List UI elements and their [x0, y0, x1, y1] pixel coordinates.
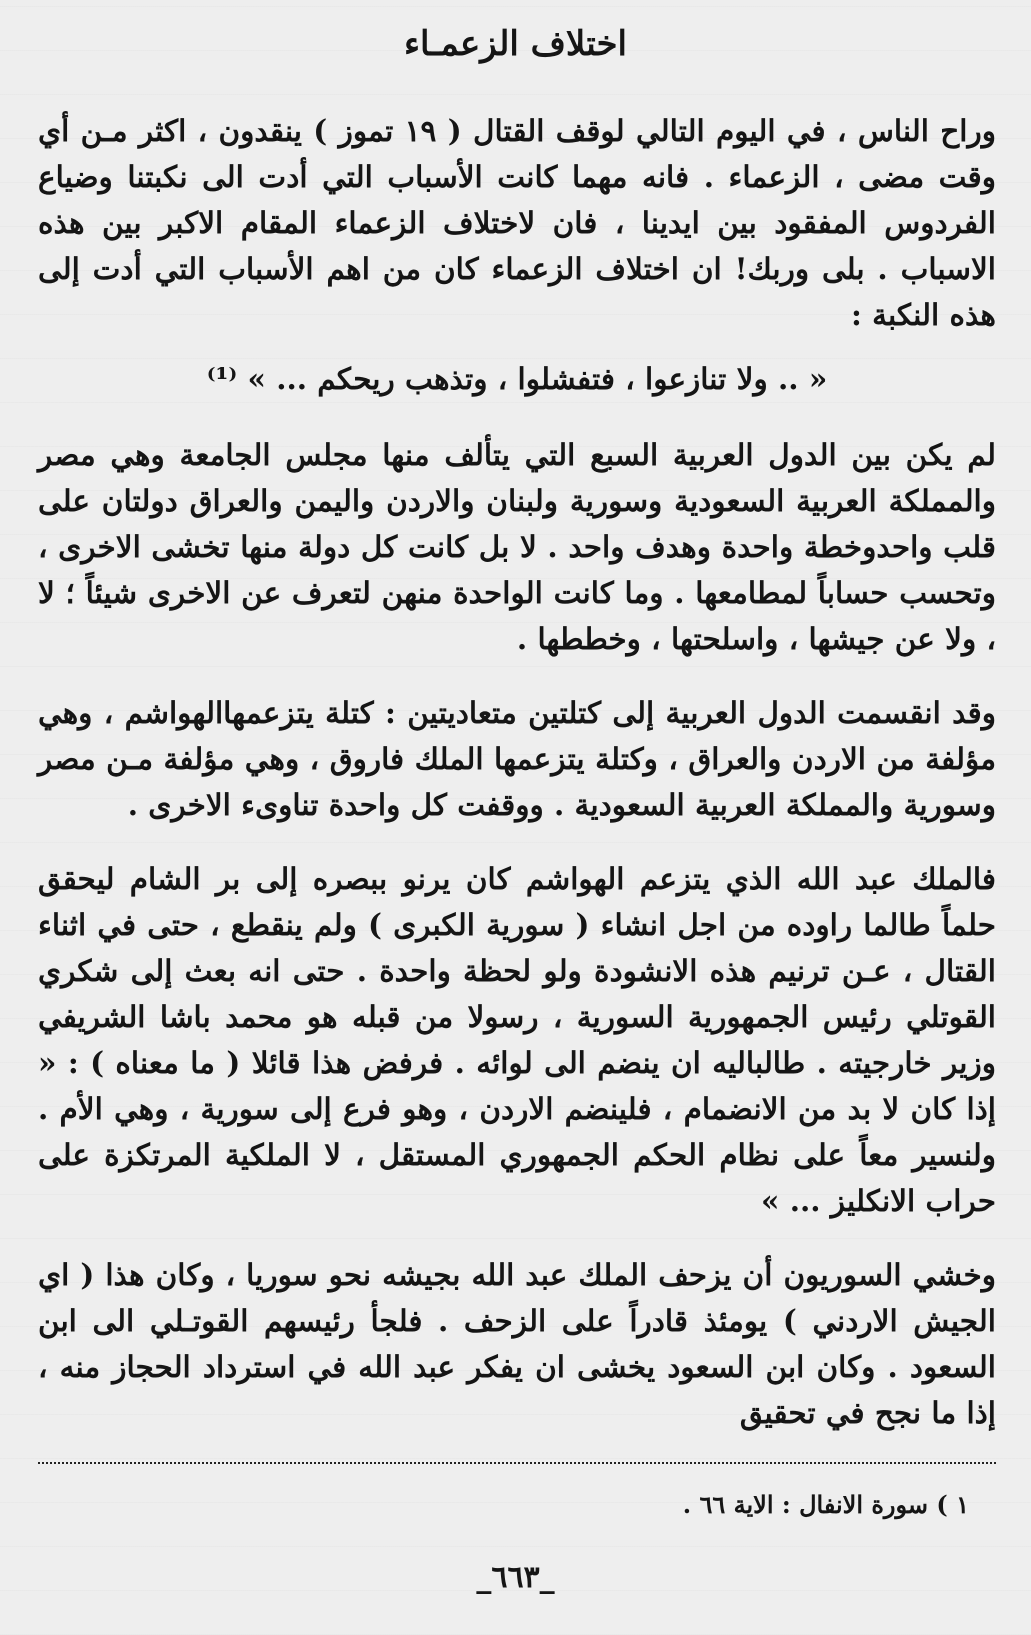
paragraph-two-blocs: وقد انقسمت الدول العربية إلى كتلتين متعاديتين : كتلة يتزعمهاالهواشم ، وهي مؤلفة من الاردن والعراق ، وكتلة يتزعمها الملك فاروق ، وهي مؤلفة مـن مصر وسورية والمملكة العربية السعودية . ووقفت كل واحدة تناوىء الاخرى . [38, 695, 996, 822]
paragraph-syrians-fear: وخشي السوريون أن يزحف الملك عبد الله بجيشه نحو سوريا ، وكان هذا ( اي الجيش الاردني ) يومئذ قادراً على الزحف . فلجأ رئيسهم القوتـلي الى ابن السعود . وكان ابن السعود يخشى ان يفكر عبد الله في استرداد الحجاز منه ، إذا ما نجح في تحقيق [38, 1257, 996, 1430]
paragraph-arab-states: لم يكن بين الدول العربية السبع التي يتألف منها مجلس الجامعة وهي مصر والمملكة العربية السعودية وسورية ولبنان والاردن واليمن والعراق دولتان على قلب واحدوخطة واحدة وهدف واحد . لا بل كانت كل دولة منها تخشى الاخرى ، وتحسب حساباً لمطامعها . وما كانت الواحدة منهن لتعرف عن الاخرى شيئاً ؛ لا ، ولا عن جيشها ، واسلحتها ، وخططها . [38, 437, 996, 656]
page-number: _٦٦٣_ [476, 1560, 555, 1595]
chapter-heading: اختلاف الزعمـاء [404, 24, 627, 64]
footnote: ١ ) سورة الانفال : الاية ٦٦ . [682, 1490, 969, 1519]
footnote-divider [38, 1462, 996, 1464]
paragraph-king-abdullah: فالملك عبد الله الذي يتزعم الهواشم كان يرنو ببصره إلى بر الشام ليحقق حلماً طالما راوده من اجل انشاء ( سورية الكبرى ) ولم ينقطع ، حتى في اثناء القتال ، عـن ترنيم هذه الانشودة ولو لحظة واحدة . حتى انه بعث إلى شكري القوتلي رئيس الجمهورية السورية ، رسولا من قبله هو محمد باشا الشريفي وزير خارجيته . طالباليه ان ينضم الى لوائه . فرفض هذا قائلا ( ما معناه ) : « إذا كان لا بد من الانضمام ، فلينضم الاردن ، وهو فرع إلى سورية ، وهي الأم . ولنسير معاً على نظام الحكم الجمهوري المستقل ، لا الملكية المرتكزة على حراب الانكليز ... » [38, 861, 996, 1218]
quran-quote: « .. ولا تنازعوا ، فتفشلوا ، وتذهب ريحكم ... » ⁽¹⁾ [206, 361, 828, 396]
page-body [38, 108, 996, 1436]
paragraph-intro: وراح الناس ، في اليوم التالي لوقف القتال ( ١٩ تموز ) ينقدون ، اكثر مـن أي وقت مضى ، الزعماء . فانه مهما كانت الأسباب التي أدت الى نكبتنا وضياع الفردوس المفقود بين ايدينا ، فان لاختلاف الزعماء المقام الاكبر بين هذه الاسباب . بلى وربك! ان اختلاف الزعماء كان من اهم الأسباب التي أدت إلى هذه النكبة : [38, 113, 996, 332]
